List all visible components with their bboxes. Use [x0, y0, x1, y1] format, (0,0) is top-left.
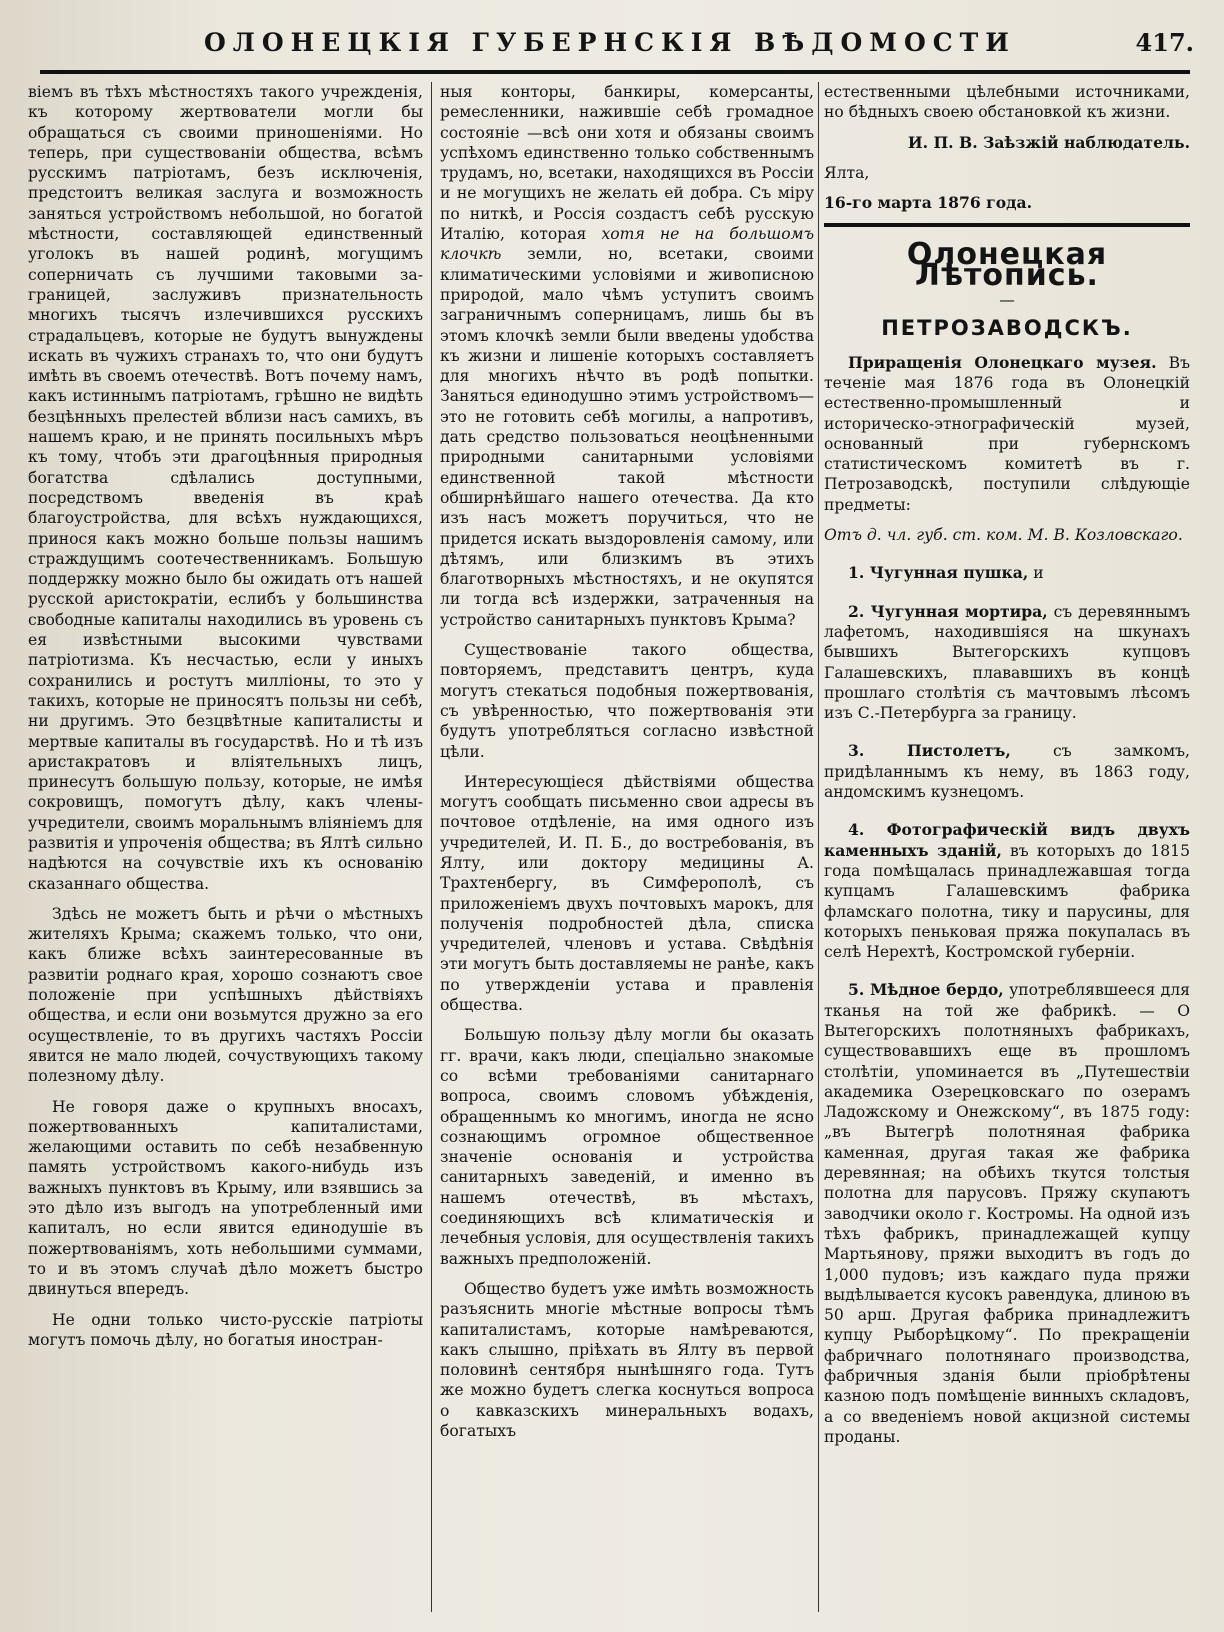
lead-heading: Приращенія Олонецкаго музея. — [848, 352, 1157, 372]
column-divider-1 — [431, 82, 432, 1612]
city-heading: ПЕТРОЗАВОДСКЪ. — [881, 316, 1133, 341]
list-item — [824, 980, 1190, 1447]
paragraph-text: Въ теченіе мая 1876 года въ Олонецкій естественно-промышленный и историческо-этнографическій музей, основанный при губернскомъ статистическомъ комитетѣ въ г. Петрозаводскѣ, поступили слѣдующіе предметы: — [824, 353, 1190, 514]
article-paragraph: Не говоря даже о крупныхъ вносахъ, пожертвованныхъ капиталистами, желающими оставить по себѣ незабвенную память устройствомъ какого-нибудь изъ важныхъ пунктовъ въ Крыму, или взявшись за это дѣло изъ выгодъ на употребленный ими капиталъ, но если явится единодушіе въ пожертвованіямъ, хоть небольшими суммами, то и въ этомъ случаѣ дѣло можетъ быстро двинуться впередъ. — [28, 1097, 423, 1299]
article-paragraph — [440, 82, 814, 630]
header-rule — [40, 70, 1190, 74]
section-rule — [824, 223, 1190, 227]
newspaper-title: ОЛОНЕЦКІЯ ГУБЕРНСКІЯ ВѢДОМОСТИ — [204, 28, 1016, 57]
column-3 — [824, 82, 1190, 1465]
dateline-date: 16-го марта 1876 года. — [824, 193, 1033, 213]
item-text: въ которыхъ до 1815 года помѣщалась принадлежавшая тогда купцамъ Галашевскимъ фабрика фламскаго полотна, тику и парусины, для которыхъ пеньковая пряжа покупалась въ селѣ Нерехтѣ, Костромской губерніи. — [824, 841, 1190, 962]
article-paragraph: віемъ въ тѣхъ мѣстностяхъ такого учрежденія, къ которому жертвователи могли бы обращаться съ своими приношеніями. Но теперь, при существованіи общества, всѣмъ русскимъ патріотамъ, безъ исключенія, предстоитъ великая заслуга и возможность заняться устройствомъ небольшой, но богатой мѣстности, составляющей единственный уголокъ въ нашей родинѣ, могущимъ соперничать съ лучшими таковыми за-границей, заслуживъ признательность многихъ тысячъ излечившихся русскихъ страдальцевъ, которые не будутъ вынуждены искать въ чужихъ странахъ то, что они будутъ имѣть въ своемъ отечествѣ. Вотъ почему намъ, какъ истиннымъ патріотамъ, грѣшно не видѣть безцѣнныхъ прелестей вблизи насъ самихъ, въ нашемъ краю, и не принять посильныхъ мѣръ къ тому, чтобъ эти драгоцѣнныя природныя богатства сдѣлались доступными, посредствомъ введенія въ краѣ благоустройства, для всѣхъ нуждающихся, принося какъ можно больше пользы нашимъ страждущимъ соотечественникамъ. Большую поддержку можно было бы ожидать отъ нашей русской аристократіи, еслибъ у большинства свободные капиталы находились въ уровень съ ея извѣстными высокими чувствами патріотизма. Къ несчастью, если у иныхъ сохранились и ростутъ милліоны, то это у такихъ, которые не приносятъ пользы ни себѣ, ни другимъ. Это безцвѣтные капиталисты и мертвые капиталы въ государствѣ. Но и тѣ изъ аристакратовъ и вліятельныхъ лицъ, принесутъ большую пользу, которые, не имѣя сокровищъ, помогутъ дѣлу, какъ члены-учредители, своимъ моральнымъ вліяніемъ для развитія и упроченія общества; въ Ялтѣ сильно надѣются на сочувствіе ихъ къ основанію сказаннаго общества. — [28, 83, 423, 893]
item-heading: 3. Пистолетъ, — [848, 741, 1011, 761]
masthead — [150, 20, 1210, 64]
paragraph-text: земли, но, всетаки, своими климатическими условіями и живописною природой, мало чѣмъ уступитъ своимъ заграничнымъ соперницамъ, лишь бы въ этомъ клочкѣ земли были введены удобства къ жизни и лишеніе которыхъ составляетъ для многихъ нѣчто въ родѣ попытки. Заняться единодушно этимъ устройствомъ—это не готовить себѣ могилы, а напротивъ, дать средство пользоваться неоцѣненными природными санитарными условіями единственной такой мѣстности обширнѣйшаго нашего отечества. Да кто изъ насъ можетъ поручиться, что не придется искать выздоровленія самому, или дѣтямъ, или близкимъ въ этихъ благотворныхъ мѣстностяхъ, и не окупятся ли тогда всѣ издержки, затраченныя на устройство санитарныхъ пунктовъ Крыма? — [440, 245, 814, 629]
article-paragraph: Общество будетъ уже имѣть возможность разъяснить многіе мѣстные вопросы тѣмъ капиталистамъ, которые намѣреваются, какъ слышно, пріѣхать въ Ялту въ первой половинѣ сентября нынѣшняго года. Тутъ же можно будетъ слегка коснуться вопроса о кавказскихъ минеральныхъ водахъ, богатыхъ — [440, 1279, 814, 1440]
dateline-place: Ялта, — [824, 163, 870, 182]
article-paragraph: Существованіе такого общества, повторяемъ, представитъ центръ, куда могутъ стекаться подобныя пожертвованія, съ увѣренностью, что пожертвованія эти будутъ употребляться согласно извѣстной цѣли. — [440, 641, 814, 761]
section-title: Олонецкая Лѣтопись. — [906, 237, 1108, 293]
item-text: и — [1033, 564, 1044, 583]
item-heading: 5. Мѣдное бердо, — [848, 980, 1004, 1000]
article-paragraph: Большую пользу дѣлу могли бы оказать гг. врачи, какъ люди, спеціально знакомые со всѣми требованіями санитарнаго вопроса, своимъ словомъ убѣжденія, обращеннымъ ко многимъ, иногда не ясно сознающимъ огромное общественное значеніе основанія и устройства санитарныхъ заведеній, и именно въ нашемъ отечествѣ, въ мѣстахъ, соединяющихъ всѣ климатическія и лечебныя условія, для осуществленія такихъ важныхъ предположеній. — [440, 1026, 814, 1268]
list-item — [824, 741, 1190, 802]
item-text: съ замкомъ, придѣланнымъ къ нему, въ 1863 году, андомскимъ кузнецомъ. — [824, 742, 1191, 802]
paragraph-text: ныя конторы, банкиры, комерсанты, ремесленники, нажившіе себѣ громадное состояніе —всѣ они хотя и обязаны своимъ успѣхомъ единственно только собственнымъ трудамъ, но, всетаки, находящихся въ Россіи и не могущихъ не желать ей добра. Съ міру по ниткѣ, и Россія создастъ себѣ русскую Италію, которая — [440, 83, 814, 244]
page-number: 417. — [1135, 28, 1194, 57]
column-divider-2 — [818, 82, 819, 1612]
article-paragraph: Здѣсь не можетъ быть и рѣчи о мѣстныхъ жителяхъ Крыма; скажемъ только, что они, какъ ближе всѣхъ заинтересованные въ развитіи роднаго края, хорошо сознаютъ свое положеніе при успѣшныхъ дѣйствіяхъ общества, и если они возьмутся дружно за его осуществленіе, то въ другихъ частяхъ Россіи явится не мало людей, сочуствующихъ такому полезному дѣлу. — [28, 904, 423, 1086]
article-paragraph — [824, 353, 1190, 515]
item-text: употреблявшееся для тканья на той же фабрикѣ. — О Вытегорскихъ полотняныхъ фабрикахъ, существовавшихъ еще въ прошломъ столѣтіи, упоминается въ „Путешествіи академика Озерецковскаго по озерамъ Ладожскому и Онежскому“, въ 1875 году: „въ Вытегрѣ полотняная фабрика каменная, другая такая же фабрика деревянная; на обѣихъ ткутся толстыя полотна для парусовъ. Пряжу скупаютъ заводчики около г. Костромы. На одной изъ тѣхъ фабрикъ, принадлежащей купцу Мартьянову, пряжи выходитъ въ годъ до 1,000 пудовъ; изъ каждаго пуда пряжи выдѣлывается кусокъ равендука, длиною въ 50 арш. Другая фабрика принадлежитъ купцу Рыборѣцкому“. По прекращеніи фабричнаго полотнянаго производства, фабричныя зданія были пріобрѣтены казною подъ помѣщеніе винныхъ складовъ, а со введеніемъ новой акцизной системы проданы. — [824, 981, 1190, 1446]
list-item — [824, 602, 1190, 724]
section-dash: — — [999, 291, 1015, 310]
column-2 — [440, 82, 814, 1451]
item-heading: 2. Чугунная мортира, — [848, 601, 1048, 621]
article-paragraph: Не одни только чисто-русскіе патріоты могутъ помочь дѣлу, но богатыя иностран- — [28, 1310, 423, 1349]
column-1 — [28, 82, 423, 1360]
italic-phrase: хотя не на большомъ клочкѣ — [440, 225, 814, 264]
list-item — [824, 563, 1190, 583]
item-heading: 4. Фотографическій видъ двухъ каменныхъ зданій, — [824, 820, 1190, 860]
article-signature: И. П. В. Заѣзжій наблюдатель. — [907, 132, 1190, 152]
list-item — [824, 820, 1190, 962]
item-heading: 1. Чугунная пушка, — [848, 563, 1029, 583]
item-text: съ деревяннымъ лафетомъ, находившіяся на шкунахъ бывшихъ Вытегорскихъ купцовъ Галашевскихъ, плававшихъ въ концѣ прошлаго столѣтія съ мачтовымъ лѣсомъ изъ С.-Петербурга за границу. — [824, 602, 1190, 723]
article-paragraph: Интересующіеся дѣйствіями общества могутъ сообщать письменно свои адресы въ почтовое отдѣленіе, на имя одного изъ учредителей, И. П. Б., до востребованія, въ Ялту, или доктору медицины А. Трахтенбергу, въ Симферополѣ, съ приложеніемъ двухъ почтовыхъ марокъ, для полученія подробностей дѣла, списка учредителей, членовъ и устава. Свѣдѣнія эти могутъ быть доставляемы не ранѣе, какъ по утвержденіи устава и правленія общества. — [440, 772, 814, 1015]
donor-line: Отъ д. чл. губ. ст. ком. М. В. Козловскаго. — [824, 526, 1183, 545]
article-paragraph: естественными цѣлебными источниками, но бѣдныхъ своею обстановкой къ жизни. — [824, 83, 1190, 122]
